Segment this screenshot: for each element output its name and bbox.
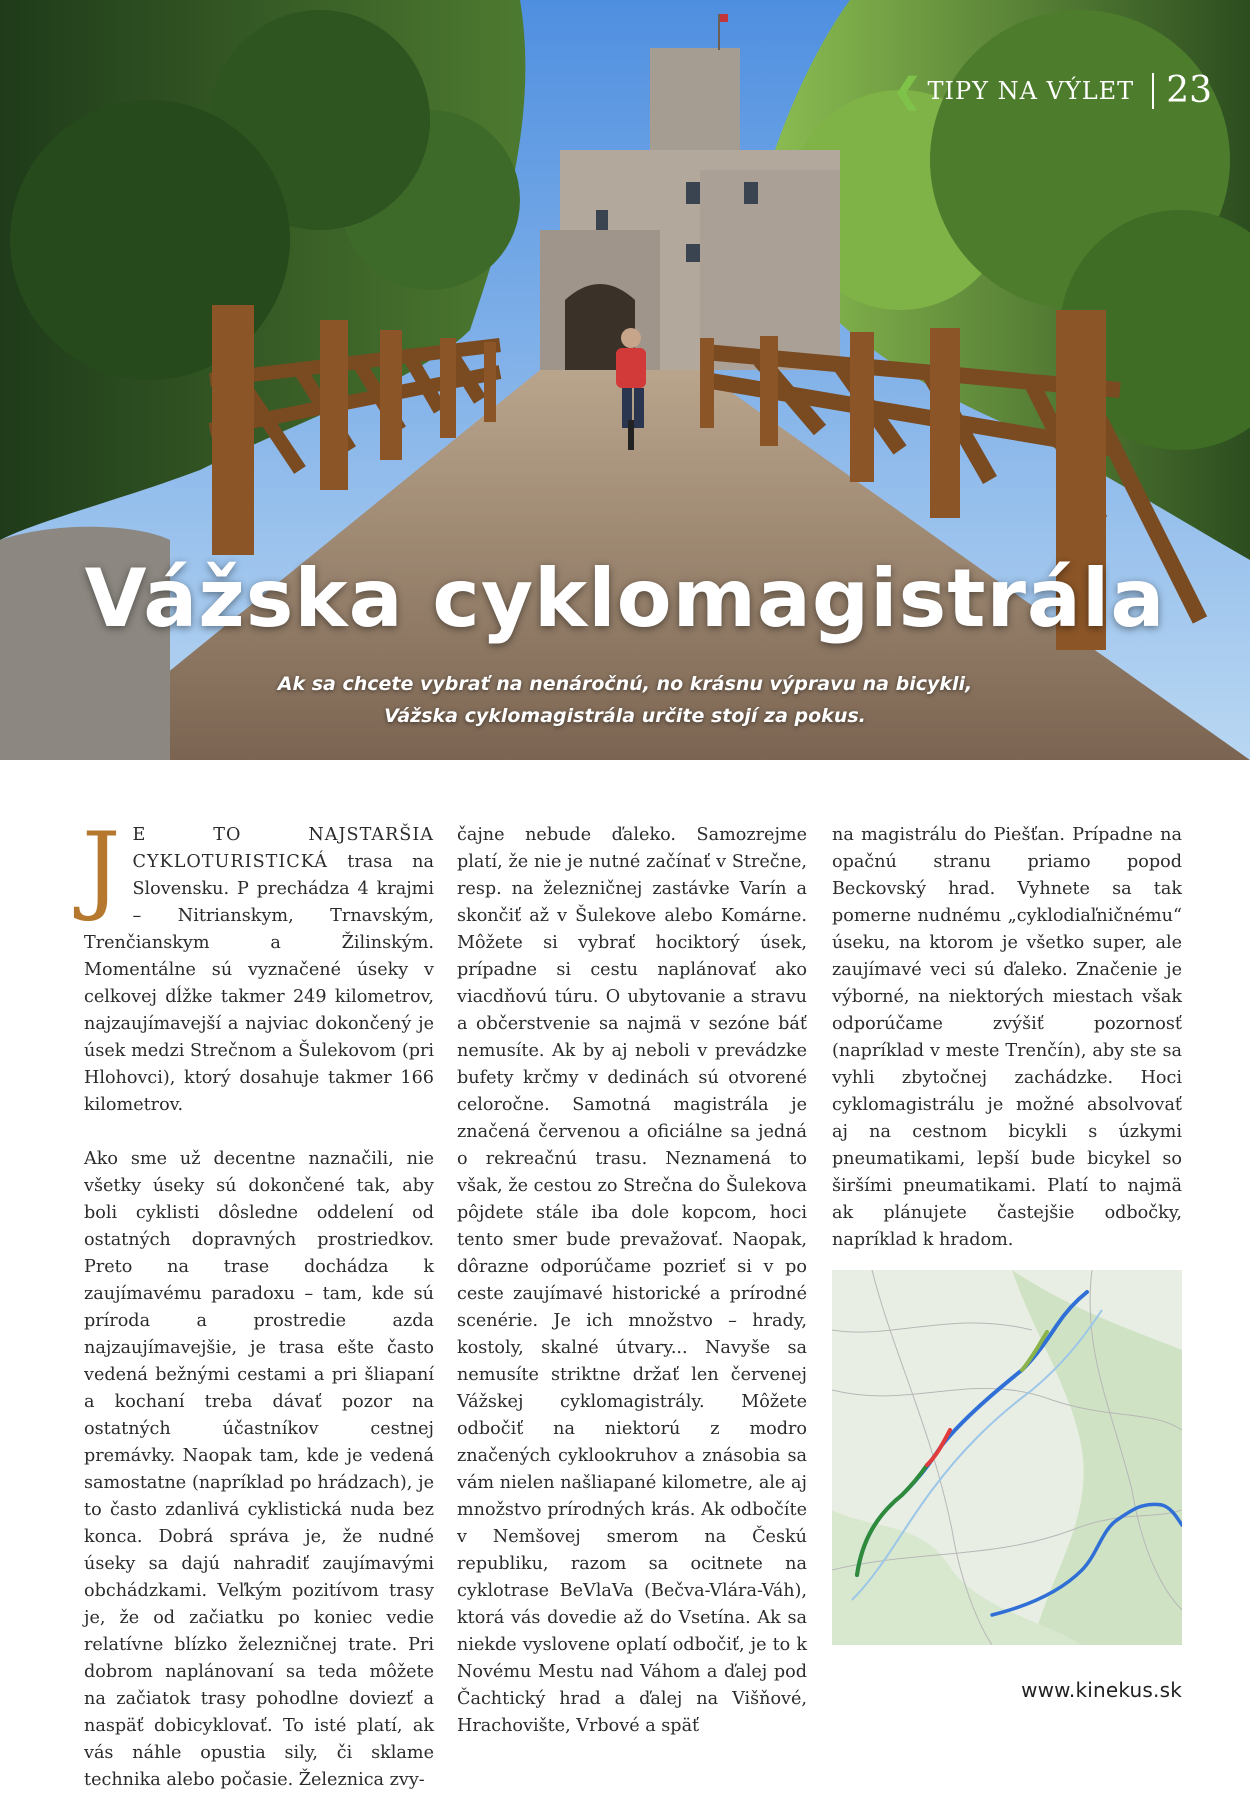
section-label: TIPY NA VÝLET [927, 76, 1135, 105]
column-2-text: čajne nebude ďaleko. Samozrejme platí, že nie je nutné začínať v Strečne, resp. na železničnej zastávke Varín a skončiť až v Šulekove alebo Komárne. Môžete si vybrať hociktorý úsek, prípadne si cestu naplánovať ako viacdňovú túru. O ubytovanie a stravu a občerstvenie sa najmä v sezóne báť nemusíte. Ak by aj neboli v prevádzke bufety krčmy v dedinách sú otvorené celoročne. Samotná magistrála je značená červenou a oficiálne sa jedná o rekreačnú trasu. Neznamená to však, že cestou zo Strečna do Šulekova pôjdete stále iba dole kopcom, hoci tento smer bude prevažovať. Naopak, dôrazne odporúčame pozrieť si v po ceste zaujímavé historické a prírodné scenérie. Je ich množstvo – hrady, kostoly, skalné útvary... Navyše sa nemusíte striktne držať len červenej Vážskej cyklomagistrály. Môžete odbočiť na niektorú z modro značených cyklookruhov a znásobia sa vám nielen našliapané kilometre, ale aj množstvo prírodných krás. Ak odbočíte v Nemšovej smerom na Českú republiku, razom sa ocitnete na cyklotrase BeVlaVa (Bečva-Vlára-Váh), ktorá vás dovedie až do Vsetína. Ak sa niekde vyslovene oplatí odbočiť, je to k Novému Mestu nad Váhom a ďalej pod Čachtický hrad a ďalej na Višňové, Hrachovište, Vrbové a späť [457, 825, 807, 1736]
text-column-2 [457, 822, 807, 1740]
article-paragraph-2: Ako sme už decentne naznačili, nie všetky úseky sú dokončené tak, aby boli cyklisti dôsledne oddelení od ostatných dopravných prostriedkov. Preto na trase dochádza k zaujímavému paradoxu – tam, kde sú príroda a prostredie azda najzaujímavejšie, je trasa ešte často vedená bežnými cestami a pri šliapaní a kochaní treba dávať pozor na ostatných účastníkov cestnej premávky. Naopak tam, kde je vedená samostatne (napríklad po hrádzach), je to často zdanlivá cyklistická nuda bez konca. Dobrá správa je, že nudné úseky sa dajú nahradiť zaujímavými obchádzkami. Veľkým pozitívom trasy je, že od začiatku po koniec vedie relatívne blízko železničnej trate. Pri dobrom naplánovaní sa teda môžete na začiatok trasy pohodlne doviezť a naspäť dobicyklovať. To isté platí, ak vás náhle opustia sily, či sklame technika alebo počasie. Železnica zvy- [84, 1149, 434, 1790]
subtitle-line-2: Vážska cyklomagistrála určite stojí za pokus. [384, 705, 866, 727]
text-column-3 [832, 822, 1182, 1254]
text-column-1 [82, 812, 434, 1794]
article-subtitle [0, 668, 1250, 732]
paragraph-1-text: trasa na Slovensku. P prechádza 4 krajmi – Nitrianskym, Trnavským, Trenčianskym a Žilinským. Momentálne sú vyznačené úseky v celkovej dĺžke takmer 249 kilometrov, najzaujímavejší a najviac dokončený je úsek medzi Strečnom a Šulekovom (pri Hlohovci), ktorý dosahuje takmer 166 kilometrov. [84, 852, 434, 1115]
route-map-graphic [832, 1270, 1182, 1645]
subtitle-line-1: Ak sa chcete vybrať na nenáročnú, no krásnu výpravu na bicykli, [277, 673, 973, 695]
article-title: Vážska cyklomagistrála [84, 552, 1166, 645]
divider [1152, 73, 1154, 109]
chevron-left-icon: ❮ [892, 70, 922, 111]
hero-image [0, 0, 1250, 760]
section-tag [893, 70, 1212, 111]
dropcap: J [82, 812, 121, 924]
route-map [832, 1270, 1182, 1645]
lead-in: E TO NAJSTARŠIA CYKLOTURISTICKÁ [132, 825, 434, 872]
article-paragraph-1 [82, 812, 434, 1119]
hero-scene [0, 0, 1250, 760]
page-number: 23 [1166, 70, 1212, 111]
column-3-text: na magistrálu do Piešťan. Prípadne na opačnú stranu priamo popod Beckovský hrad. Vyhnete sa tak pomerne nudnému „cyklodiaľničnému“ úseku, na ktorom je všetko super, ale zaujímavé veci sú ďaleko. Značenie je výborné, na niektorých miestach však odporúčame zvýšiť pozornosť (napríklad v meste Trenčín), aby ste sa vyhli zbytočnej zachádzke. Hoci cyklomagistrálu je možné absolvovať aj na cestnom bicykli s úzkymi pneumatikami, lepší bude bicykel so širšími pneumatikami. Platí to najmä ak plánujete častejšie odbočky, napríklad k hradom. [832, 825, 1182, 1250]
footer-website: www.kinekus.sk [1021, 1678, 1182, 1702]
